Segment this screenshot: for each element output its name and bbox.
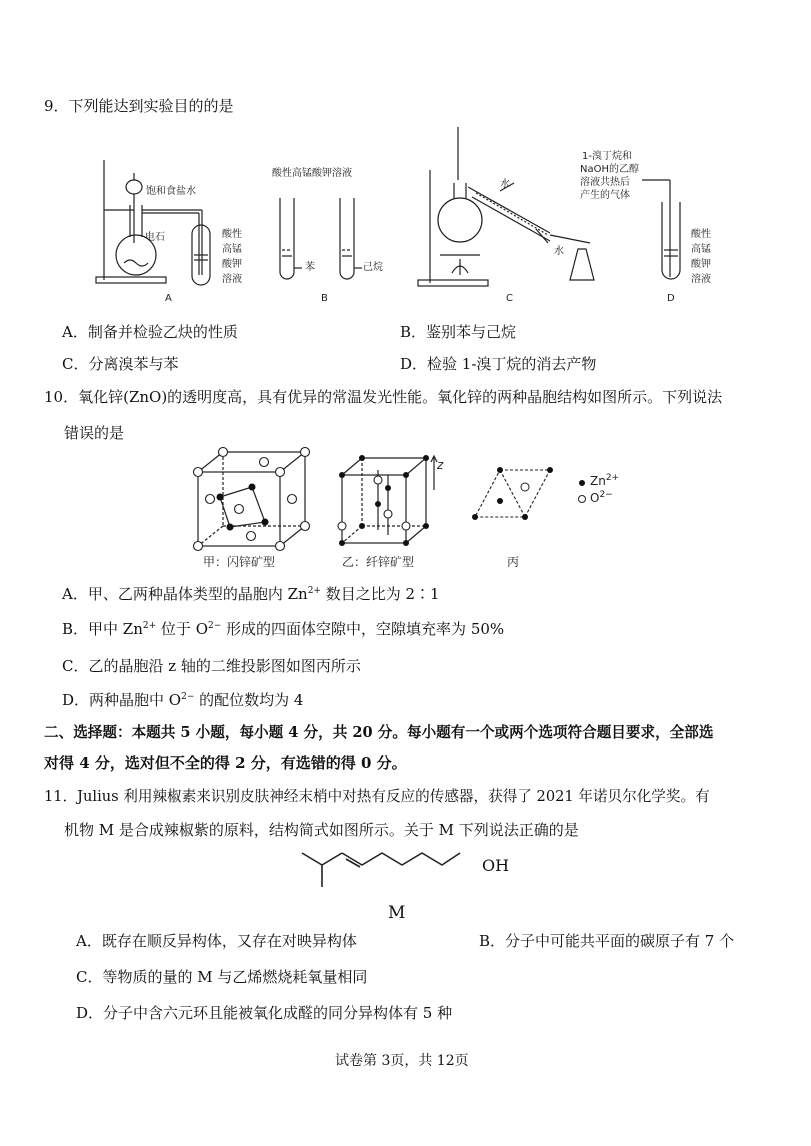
caption-zinc-blende: 甲：闪锌矿型 — [203, 555, 276, 569]
q9-option-c[interactable]: C．分离溴苯与苯 — [62, 355, 179, 373]
q11-option-b[interactable]: B．分子中可能共平面的碳原子有 7 个 — [479, 932, 735, 950]
label-d-gas-2: NaOH的乙醇 — [580, 164, 639, 175]
label-d-kmno4-3: 酸钾 — [691, 259, 711, 270]
label-d-kmno4-2: 高锰 — [691, 244, 711, 255]
figure-label-b: B — [321, 293, 328, 304]
page-footer: 试卷第 3页，共 12页 — [335, 1053, 469, 1069]
hydroxyl-label: OH — [482, 856, 510, 875]
q10-option-d[interactable] — [62, 690, 303, 710]
q10-b-text2: 位于 O — [156, 620, 208, 638]
apparatus-b-illustration — [274, 190, 364, 290]
label-water-out: 水 — [554, 246, 564, 257]
figure-label-a: A — [165, 293, 172, 304]
caption-projection: 丙 — [507, 555, 520, 569]
q10-stem-line1: 10．氧化锌(ZnO)的透明度高，具有优异的常温发光性能。氧化锌的两种晶胞结构如图所示。下列说法 — [44, 388, 723, 406]
label-hexane: 己烷 — [363, 262, 383, 273]
label-d-kmno4-1: 酸性 — [691, 229, 711, 240]
q9-option-b[interactable]: B．鉴别苯与己烷 — [400, 323, 517, 341]
q10-b-sup2: 2− — [208, 621, 222, 631]
wurtzite-cell — [334, 450, 444, 550]
label-a-kmno4-2: 高锰 — [222, 244, 242, 255]
q11-stem-line1: 11．Julius 利用辣椒素来识别皮肤神经末梢中对热有反应的传感器，获得了 2021 年诺贝尔化学奖。有 — [44, 788, 710, 805]
label-benzene: 苯 — [305, 262, 315, 273]
caption-wurtzite: 乙：纤锌矿型 — [342, 555, 415, 569]
q9-stem: 9．下列能达到实验目的的是 — [44, 97, 234, 115]
legend-zinc — [590, 474, 619, 488]
legend-oxygen-text: O — [590, 491, 600, 505]
q9-option-a[interactable]: A．制备并检验乙炔的性质 — [62, 323, 238, 341]
label-a-kmno4-3: 酸钾 — [222, 259, 242, 270]
molecule-m-label: M — [388, 903, 406, 923]
q11-stem-line2: 机物 M 是合成辣椒紫的原料，结构简式如图所示。关于 M 下列说法正确的是 — [64, 821, 579, 839]
section-2-heading-line2: 对得 4 分，选对但不全的得 2 分，有选错的得 0 分。 — [44, 754, 407, 772]
q10-option-c[interactable]: C．乙的晶胞沿 z 轴的二维投影图如图丙所示 — [62, 657, 361, 675]
legend-oxygen — [590, 491, 613, 505]
zinc-blende-cell — [190, 447, 315, 552]
q10-a-text2: 数目之比为 2∶1 — [320, 585, 440, 603]
q11-option-a[interactable]: A．既存在顺反异构体，又存在对映异构体 — [76, 932, 357, 950]
q10-option-a[interactable] — [62, 584, 440, 604]
label-d-gas-1: 1-溴丁烷和 — [582, 151, 632, 162]
label-d-gas-3: 溶液共热后 — [580, 177, 630, 188]
q10-d-text2: 的配位数均为 4 — [194, 691, 304, 709]
label-water-in: 水 — [500, 179, 510, 190]
q10-d-sup: 2− — [181, 692, 195, 702]
label-d-gas-4: 产生的气体 — [580, 190, 630, 201]
legend-symbols — [576, 476, 590, 506]
label-a-kmno4-4: 溶液 — [222, 274, 242, 285]
label-salt-water: 饱和食盐水 — [146, 186, 196, 197]
q11-option-c[interactable]: C．等物质的量的 M 与乙烯燃烧耗氧量相同 — [76, 968, 368, 986]
apparatus-c-illustration — [410, 125, 610, 295]
q10-stem-line2: 错误的是 — [64, 424, 125, 442]
label-b-top: 酸性高锰酸钾溶液 — [272, 168, 352, 179]
figure-label-c: C — [506, 293, 513, 304]
z-axis-label: z — [437, 458, 444, 472]
legend-oxygen-charge: 2− — [599, 490, 613, 500]
projection-diagram — [470, 465, 560, 525]
q10-option-b[interactable] — [62, 619, 504, 639]
label-d-kmno4-4: 溶液 — [691, 274, 711, 285]
figure-label-d: D — [667, 293, 675, 304]
q10-d-text1: D．两种晶胞中 O — [62, 691, 182, 709]
q11-option-d[interactable]: D．分子中含六元环且能被氧化成醛的同分异构体有 5 种 — [76, 1004, 453, 1022]
q10-b-text3: 形成的四面体空隙中，空隙填充率为 50% — [221, 620, 505, 638]
q10-a-sup: 2+ — [307, 586, 321, 596]
apparatus-a-illustration — [94, 155, 224, 295]
q10-b-sup1: 2+ — [142, 621, 157, 631]
molecule-m-structure — [300, 845, 480, 895]
section-2-heading-line1: 二、选择题：本题共 5 小题，每小题 4 分，共 20 分。每小题有一个或两个选项符合题目要求，全部选 — [44, 724, 714, 741]
q10-a-text1: A．甲、乙两种晶体类型的晶胞内 Zn — [62, 585, 308, 603]
q10-b-text1: B．甲中 Zn — [62, 620, 143, 638]
label-calcium-carbide: 电石 — [145, 232, 165, 243]
legend-zinc-text: Zn — [590, 474, 606, 488]
label-a-kmno4-1: 酸性 — [222, 229, 242, 240]
q9-option-d[interactable]: D．检验 1-溴丁烷的消去产物 — [400, 355, 597, 373]
legend-zinc-charge: 2+ — [605, 473, 620, 483]
